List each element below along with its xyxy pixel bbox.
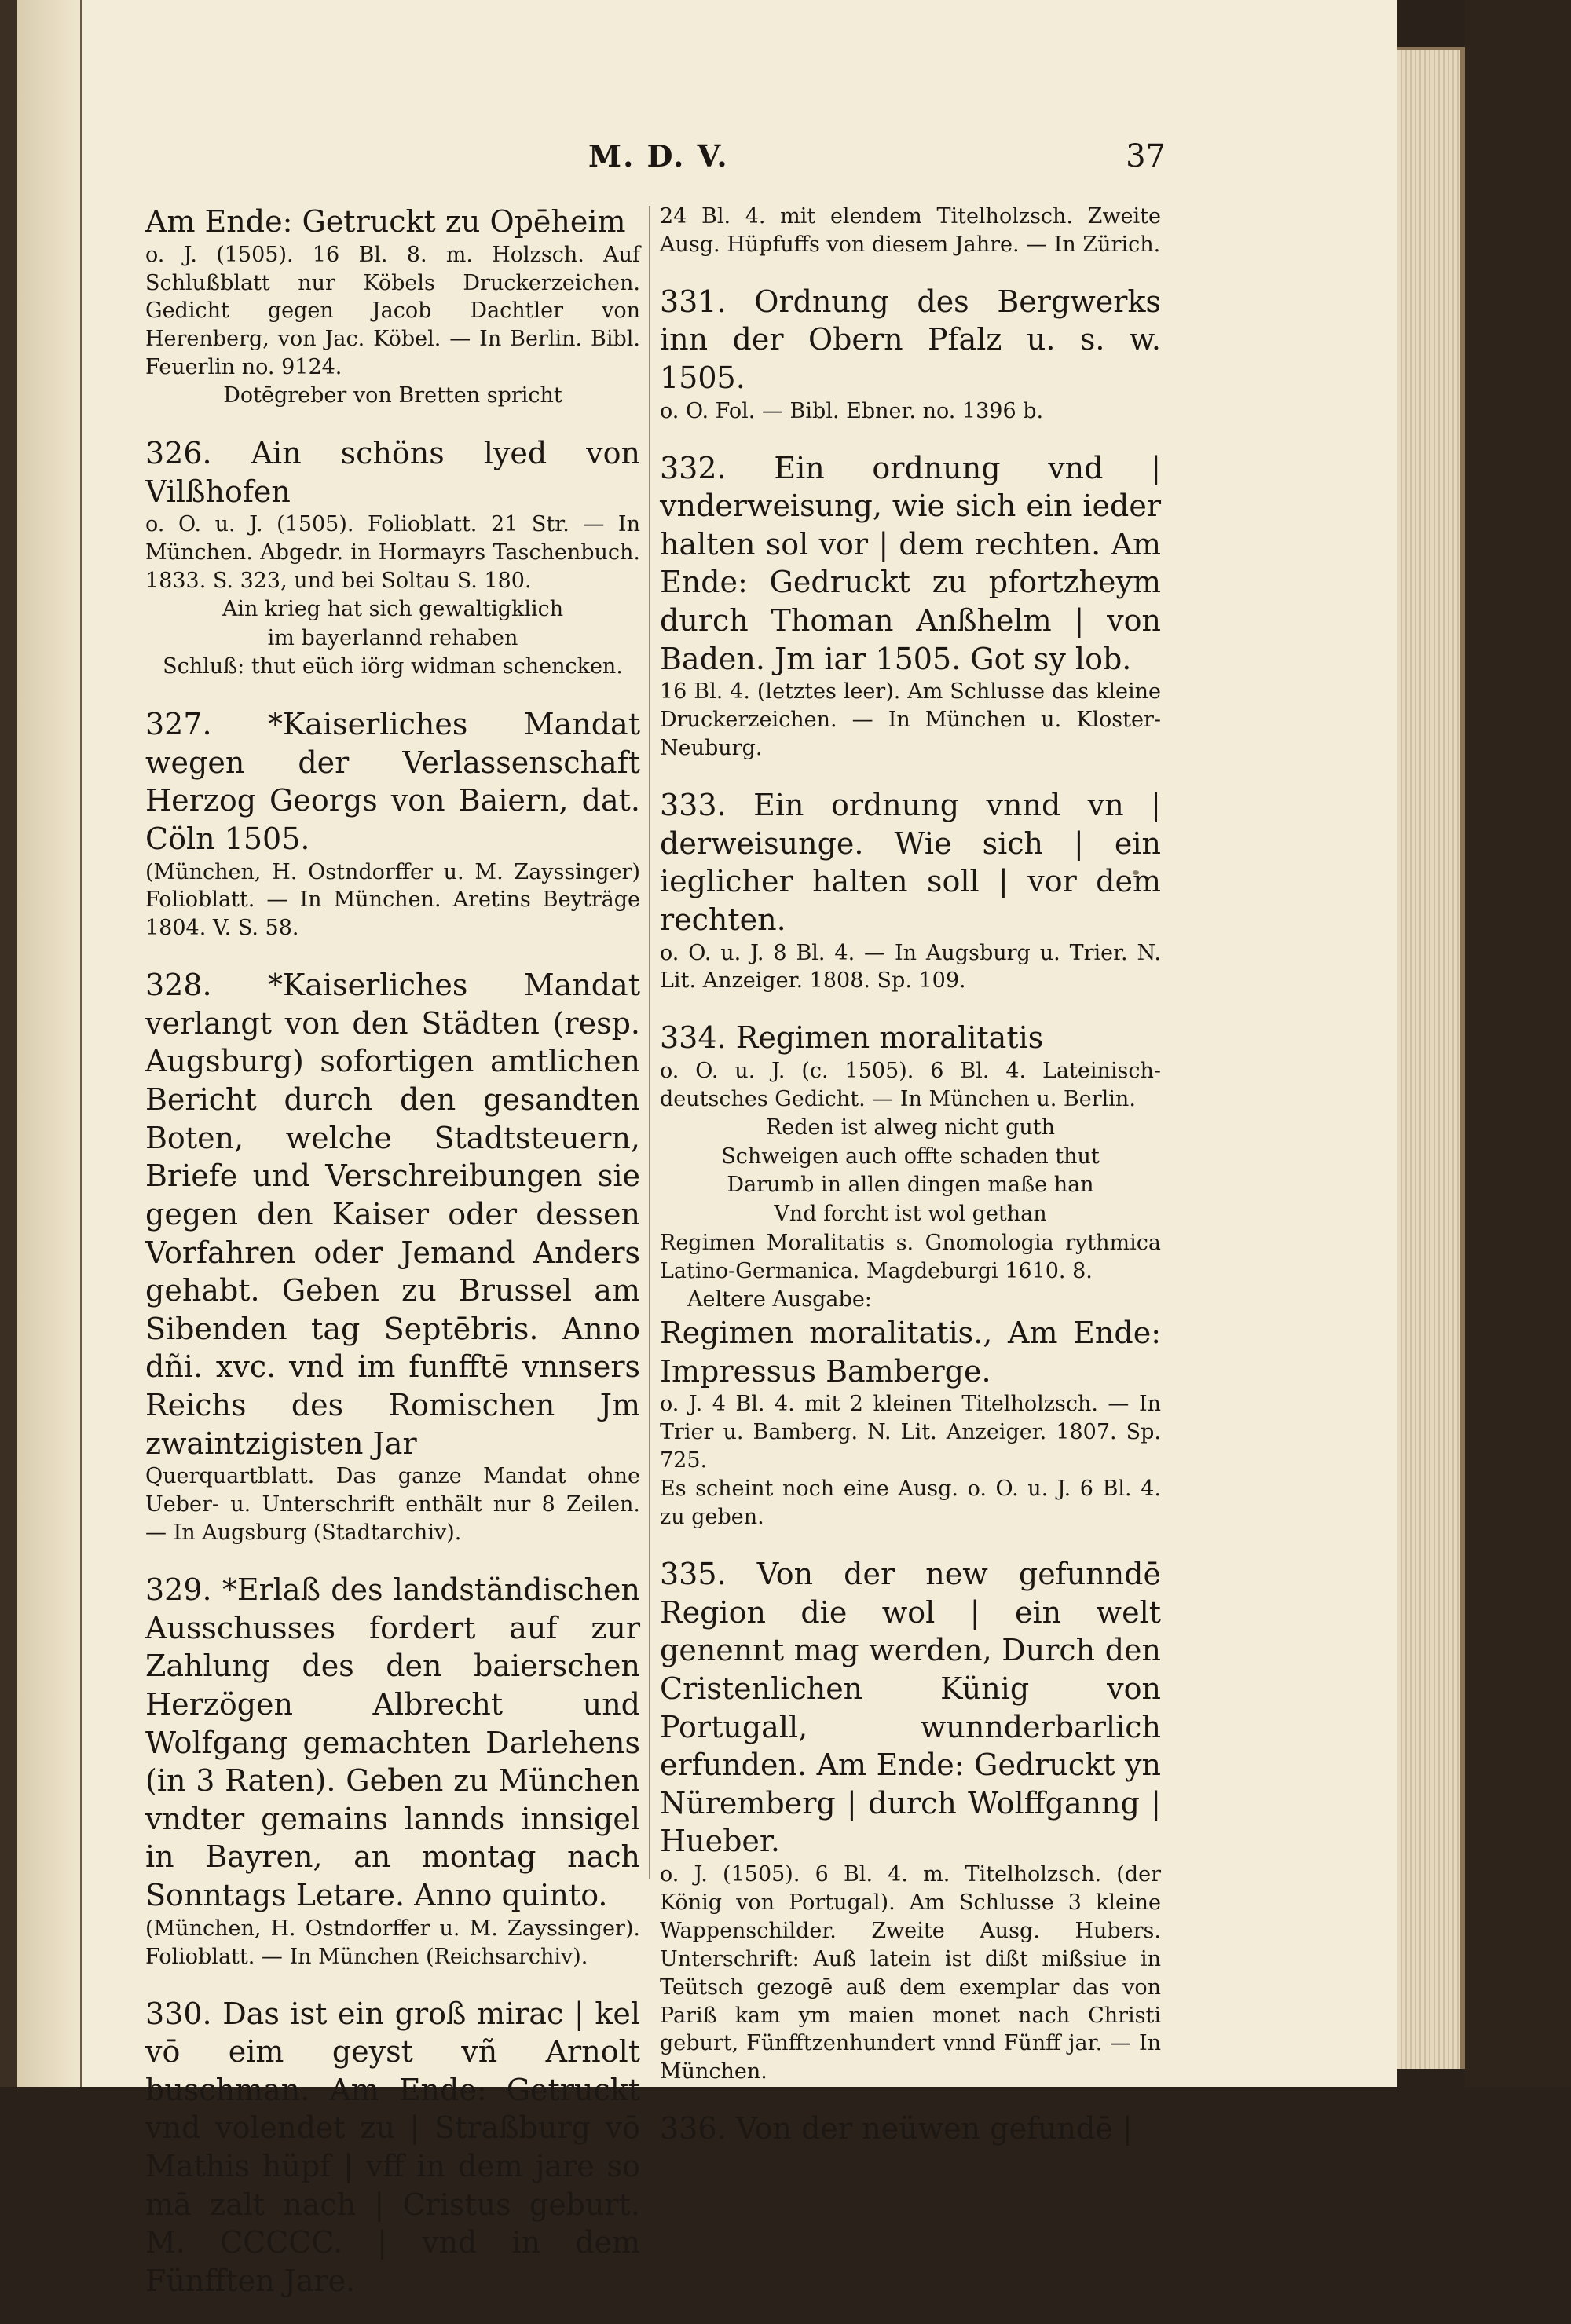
entry-title-text: Ain schöns lyed von Vilßhofen	[145, 435, 640, 509]
entry-notes: o. O. u. J. (c. 1505). 6 Bl. 4. Lateinisch-deutsches Gedicht. — In München u. Berlin.	[660, 1059, 1161, 1111]
entry-332	[660, 449, 1161, 763]
entry-330	[145, 1995, 640, 2300]
entry-title	[660, 1019, 1161, 1057]
entry-336	[660, 2110, 1161, 2148]
entry-title-text: Ein ordnung vnd | vnderweisung, wie sich ein ieder halten sol vor | dem rechten. Am Ende: Gedruckt zu pfortzheym durch Thoman Anßhelm | von Baden. Jm iar 1505. Got sy lob.	[660, 450, 1161, 676]
verse-line: Reden ist alweg nicht guth	[765, 1114, 1056, 1140]
entry-notes: o. O. u. J. (1505). Folioblatt. 21 Str. — In München. Abgedr. in Hormayrs Taschenbuch. 1833. S. 323, und bei Soltau S. 180.	[145, 512, 640, 593]
entry-title-text: *Kaiserliches Mandat verlangt von den Städten (resp. Augsburg) sofortigen amtlichen Bericht durch den gesandten Boten, welche Stadtsteuern, Briefe und Verschreibungen sie gegen den Kaiser oder dessen Vorfahren oder Jemand Anders gehabt. Geben zu Brussel am Sibenden tag Septēbris. Anno dñi. xvc. vnd im funfftē vnnsers Reichs des Romischen Jm zwaintzigisten Jar	[145, 968, 640, 1461]
page-header	[82, 138, 1166, 178]
older-edition-note: Es scheint noch eine Ausg. o. O. u. J. 6 Bl. 4. zu geben.	[660, 1477, 1161, 1530]
verse-line: im bayerlannd rehaben	[267, 625, 518, 650]
entry-notes: 16 Bl. 4. (letztes leer). Am Schlusse das kleine Druckerzeichen. — In München u. Kloster-Neuburg.	[660, 679, 1161, 761]
facing-page-edge	[17, 0, 82, 2087]
entry-title-text: *Erlaß des landständischen Ausschusses fordert auf zur Zahlung des den baierschen Herzögen Albrecht und Wolfgang gemachten Darlehens (in 3 Raten). Geben zu München vndter gemains lannds innsigel in Bayren, an montag nach Sonntags Letare. Anno quinto.	[145, 1572, 640, 1913]
entry-notes: 24 Bl. 4. mit elendem Titelholzsch. Zweite Ausg. Hüpfuffs von diesem Jahre. — In Zürich.	[660, 204, 1161, 257]
entry-notes: o. O. u. J. 8 Bl. 4. — In Augsburg u. Trier. N. Lit. Anzeiger. 1808. Sp. 109.	[660, 940, 1161, 994]
entry-title	[660, 786, 1161, 939]
page-block-edges	[1397, 47, 1465, 2069]
column-rule	[649, 206, 650, 1879]
entry-title	[145, 1995, 640, 2300]
entry-number: 334.	[660, 1020, 727, 1056]
entry-notes: Querquartblatt. Das ganze Mandat ohne Ueber- u. Unterschrift enthält nur 8 Zeilen. — In Augsburg (Stadtarchiv).	[145, 1464, 640, 1546]
older-edition-title: Regimen moralitatis., Am Ende: Impressus Bamberge.	[660, 1316, 1161, 1389]
verse-line: Ain krieg hat sich gewaltigklich	[222, 596, 564, 621]
verse-line: Schluß: thut eüch iörg widman schencken.	[163, 654, 623, 679]
entry-number: 333.	[660, 788, 727, 823]
entry-title	[145, 1571, 640, 1915]
entry-number: 326.	[145, 435, 212, 470]
entry-title-text: Regimen moralitatis	[735, 1020, 1044, 1056]
entry-title	[660, 283, 1161, 397]
entry-number: 330.	[145, 1996, 212, 2031]
page-number: 37	[1126, 138, 1166, 174]
entry-title	[145, 434, 640, 511]
entry-326	[145, 434, 640, 682]
entry-title-text: Ordnung des Bergwerks inn der Obern Pfalz u. s. w. 1505.	[660, 284, 1161, 396]
entry-327	[145, 705, 640, 942]
entry-notes: o. J. (1505). 16 Bl. 8. m. Holzsch. Auf Schlußblatt nur Köbels Druckerzeichen. Gedicht gegen Jacob Dachtler von Herenberg, von Jac. Köbel. — In Berlin. Bibl. Feuerlin no. 9124.	[145, 242, 640, 380]
entry-notes: o. O. Fol. — Bibl. Ebner. no. 1396 b.	[660, 398, 1044, 423]
entry-number: 332.	[660, 450, 727, 485]
entry-notes: o. J. (1505). 6 Bl. 4. m. Titelholzsch. (der König von Portugal). Am Schlusse 3 kleine Wappenschilder. Zweite Ausg. Hubers. Unterschrift: Auß latein ist dißt mißsiue in Teütsch gezogē auß dem exemplar das von Pariß kam ym maien monet nach Christi geburt, Fünfftzenhundert vnnd Fünff jar. — In München.	[660, 1862, 1161, 2084]
entry-number: 328.	[145, 968, 212, 1003]
entry-331	[660, 283, 1161, 426]
entry-title-text: *Kaiserliches Mandat wegen der Verlassenschaft Herzog Georgs von Baiern, dat. Cöln 1505.	[145, 707, 640, 856]
older-edition-notes: o. J. 4 Bl. 4. mit 2 kleinen Titelholzsch. — In Trier u. Bamberg. N. Lit. Anzeiger. 1807. Sp. 725.	[660, 1392, 1161, 1473]
entry-notes: (München, H. Ostndorffer u. M. Zayssinger) Folioblatt. — In München. Aretins Beyträge 1804. V. S. 58.	[145, 859, 640, 941]
entry-title-text: Ein ordnung vnnd vn | derweisunge. Wie sich | ein ieglicher halten soll | vor dem rechten.	[660, 788, 1161, 937]
entry-335	[660, 1555, 1161, 2086]
entry-intro	[145, 203, 640, 411]
entry-number: 335.	[660, 1557, 727, 1591]
verse-line: Vnd forcht ist wol gethan	[774, 1201, 1047, 1226]
entry-title	[145, 705, 640, 858]
entry-329	[145, 1571, 640, 1971]
entry-number: 331.	[660, 284, 727, 319]
background-shadow	[1465, 0, 1571, 2087]
entry-title	[660, 449, 1161, 679]
entry-continuation	[660, 203, 1161, 259]
book-binding	[0, 0, 17, 2087]
entry-333	[660, 786, 1161, 995]
entry-328	[145, 966, 640, 1547]
latin-reference: Regimen Moralitatis s. Gnomologia rythmica Latino-Germanica. Magdeburgi 1610. 8.	[660, 1230, 1161, 1283]
entry-title-text: Von der neüwen gefundē |	[735, 2111, 1133, 2146]
entry-title: Am Ende: Getruckt zu Opēheim	[145, 204, 626, 239]
entry-334	[660, 1019, 1161, 1532]
left-column	[145, 203, 640, 2324]
entry-title	[660, 1555, 1161, 1861]
entry-title	[660, 2110, 1161, 2148]
entry-title-text: Das ist ein groß mirac | kel vō eim geyst vñ Arnolt buschman. Am Ende: Getruckt vnd volendet zu | Straßburg vō Mathis hüpf | vff in dem jare so mā zalt nach | Cristus geburt. M. CCCCC. | vnd in dem Fünfften Jare.	[145, 1996, 640, 2298]
entry-notes: (München, H. Ostndorffer u. M. Zayssinger). Folioblatt. — In München (Reichsarchiv).	[145, 1916, 640, 1969]
entry-number: 327.	[145, 707, 212, 741]
older-edition-label: Aeltere Ausgabe:	[687, 1286, 872, 1312]
entry-title-text: Von der new gefunndē Region die wol | ein welt genennt mag werden, Durch den Cristenlichen Künig von Portugall, wunnderbarlich erfunden. Am Ende: Gedruckt yn Nüremberg | durch Wolffganng | Hueber.	[660, 1557, 1161, 1859]
entry-quote: Dotēgreber von Bretten spricht	[223, 383, 562, 408]
entry-title	[145, 966, 640, 1462]
running-title: M. D. V.	[588, 138, 729, 174]
entry-number: 329.	[145, 1572, 212, 1608]
right-column	[660, 203, 1161, 2172]
entry-number: 336.	[660, 2111, 727, 2146]
verse-line: Darumb in allen dingen maße han	[727, 1173, 1094, 1198]
verse-line: Schweigen auch offte schaden thut	[721, 1144, 1100, 1169]
